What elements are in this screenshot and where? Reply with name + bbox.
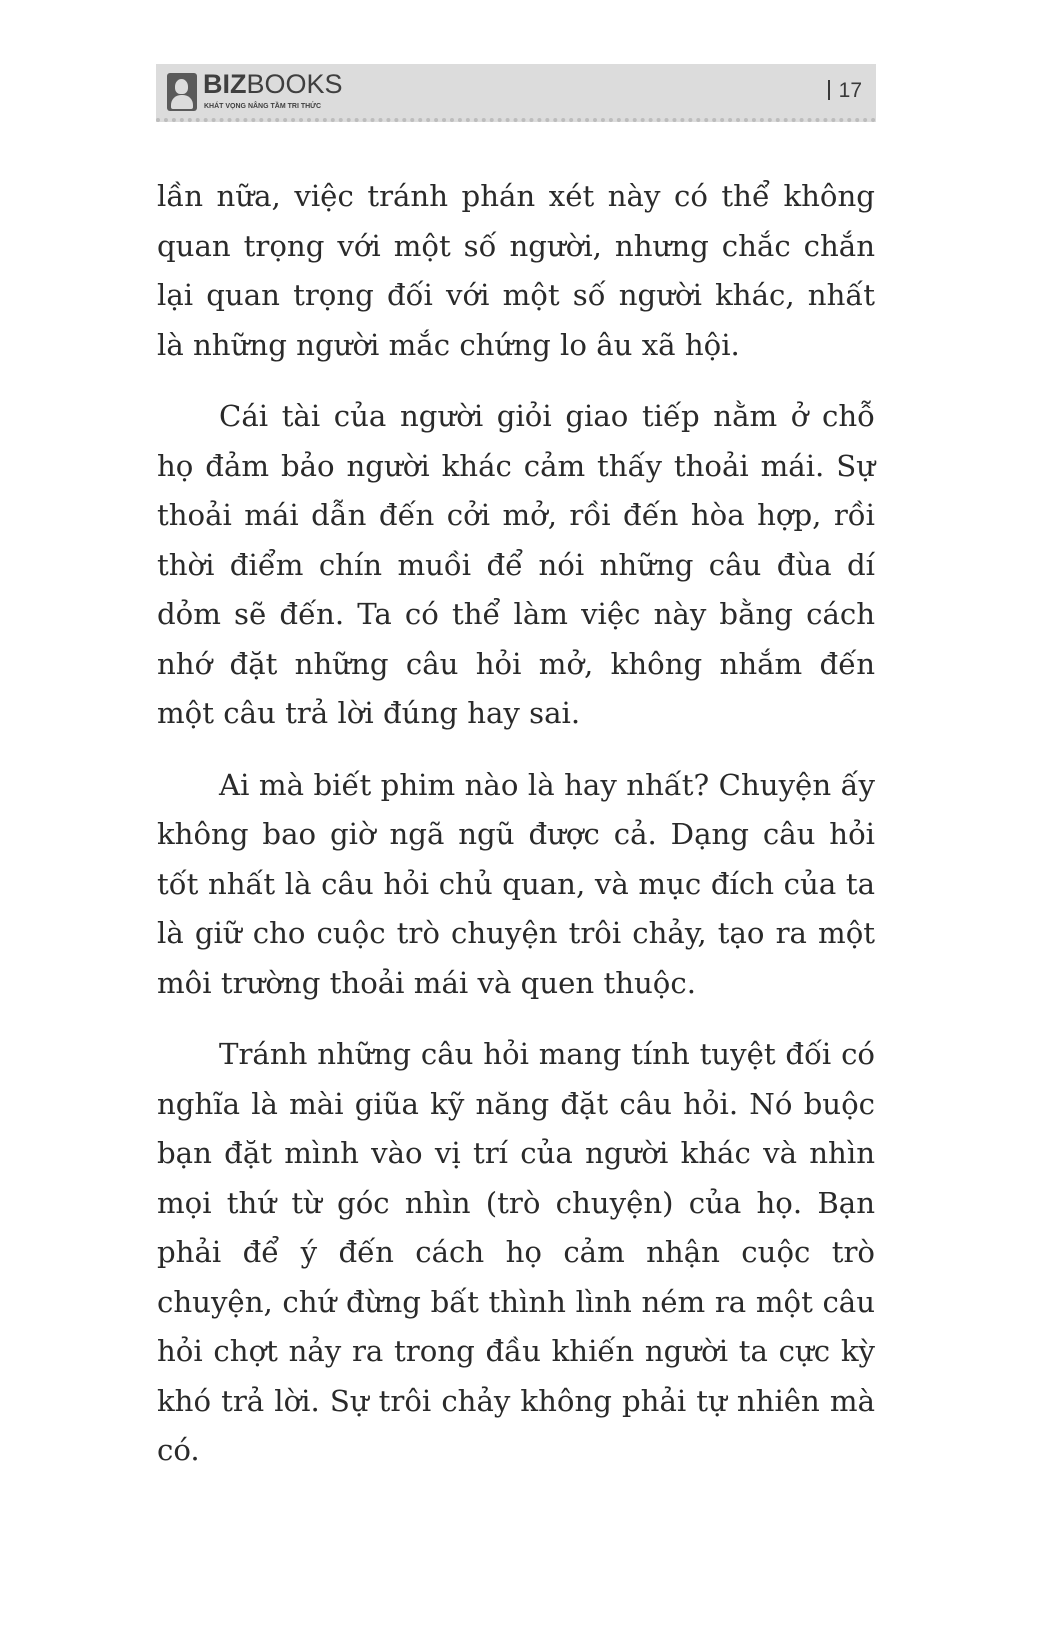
paragraph: Ai mà biết phim nào là hay nhất? Chuyện ấy không bao giờ ngã ngũ được cả. Dạng câu hỏi tốt nhất là câu hỏi chủ quan, và mục đích của ta là giữ cho cuộc trò chuyện trôi chảy, tạo ra một môi trường thoải mái và quen thuộc.: [157, 767, 875, 1000]
paragraph: lần nữa, việc tránh phán xét này có thể không quan trọng với một số người, nhưng chắc chắn lại quan trọng đối với một số người khác, nhất là những người mắc chứng lo âu xã hội.: [157, 179, 875, 362]
bizbooks-logo-icon: [167, 73, 197, 111]
page-number-value: 17: [838, 79, 862, 102]
paragraph: Tránh những câu hỏi mang tính tuyệt đối có nghĩa là mài giũa kỹ năng đặt câu hỏi. Nó buộc bạn đặt mình vào vị trí của người khác và nhìn mọi thứ từ góc nhìn (trò chuyện) của họ. Bạn phải để ý đến cách họ cảm nhận cuộc trò chuyện, chứ đừng bất thình lình ném ra một câu hỏi chợt nảy ra trong đầu khiến người ta cực kỳ khó trả lời. Sự trôi chảy không phải tự nhiên mà có.: [157, 1037, 875, 1467]
brand-name: [203, 69, 343, 99]
brand-tagline: KHÁT VỌNG NÂNG TẦM TRI THỨC: [204, 103, 322, 110]
logo-head-shape: [175, 79, 188, 94]
paragraph: Cái tài của người giỏi giao tiếp nằm ở chỗ họ đảm bảo người khác cảm thấy thoải mái. Sự thoải mái dẫn đến cởi mở, rồi đến hòa hợp, rồi thời điểm chín muồi để nói những câu đùa dí dỏm sẽ đến. Ta có thể làm việc này bằng cách nhớ đặt những câu hỏi mở, không nhắm đến một câu trả lời đúng hay sai.: [157, 399, 875, 730]
logo-body-shape: [171, 95, 193, 109]
page-number-divider: [828, 80, 830, 100]
brand-name-light: BOOKS: [246, 69, 343, 99]
brand-name-bold: BIZ: [203, 69, 247, 99]
page-number: [828, 78, 862, 104]
page-header: [156, 64, 876, 122]
page-body: [157, 172, 875, 1498]
